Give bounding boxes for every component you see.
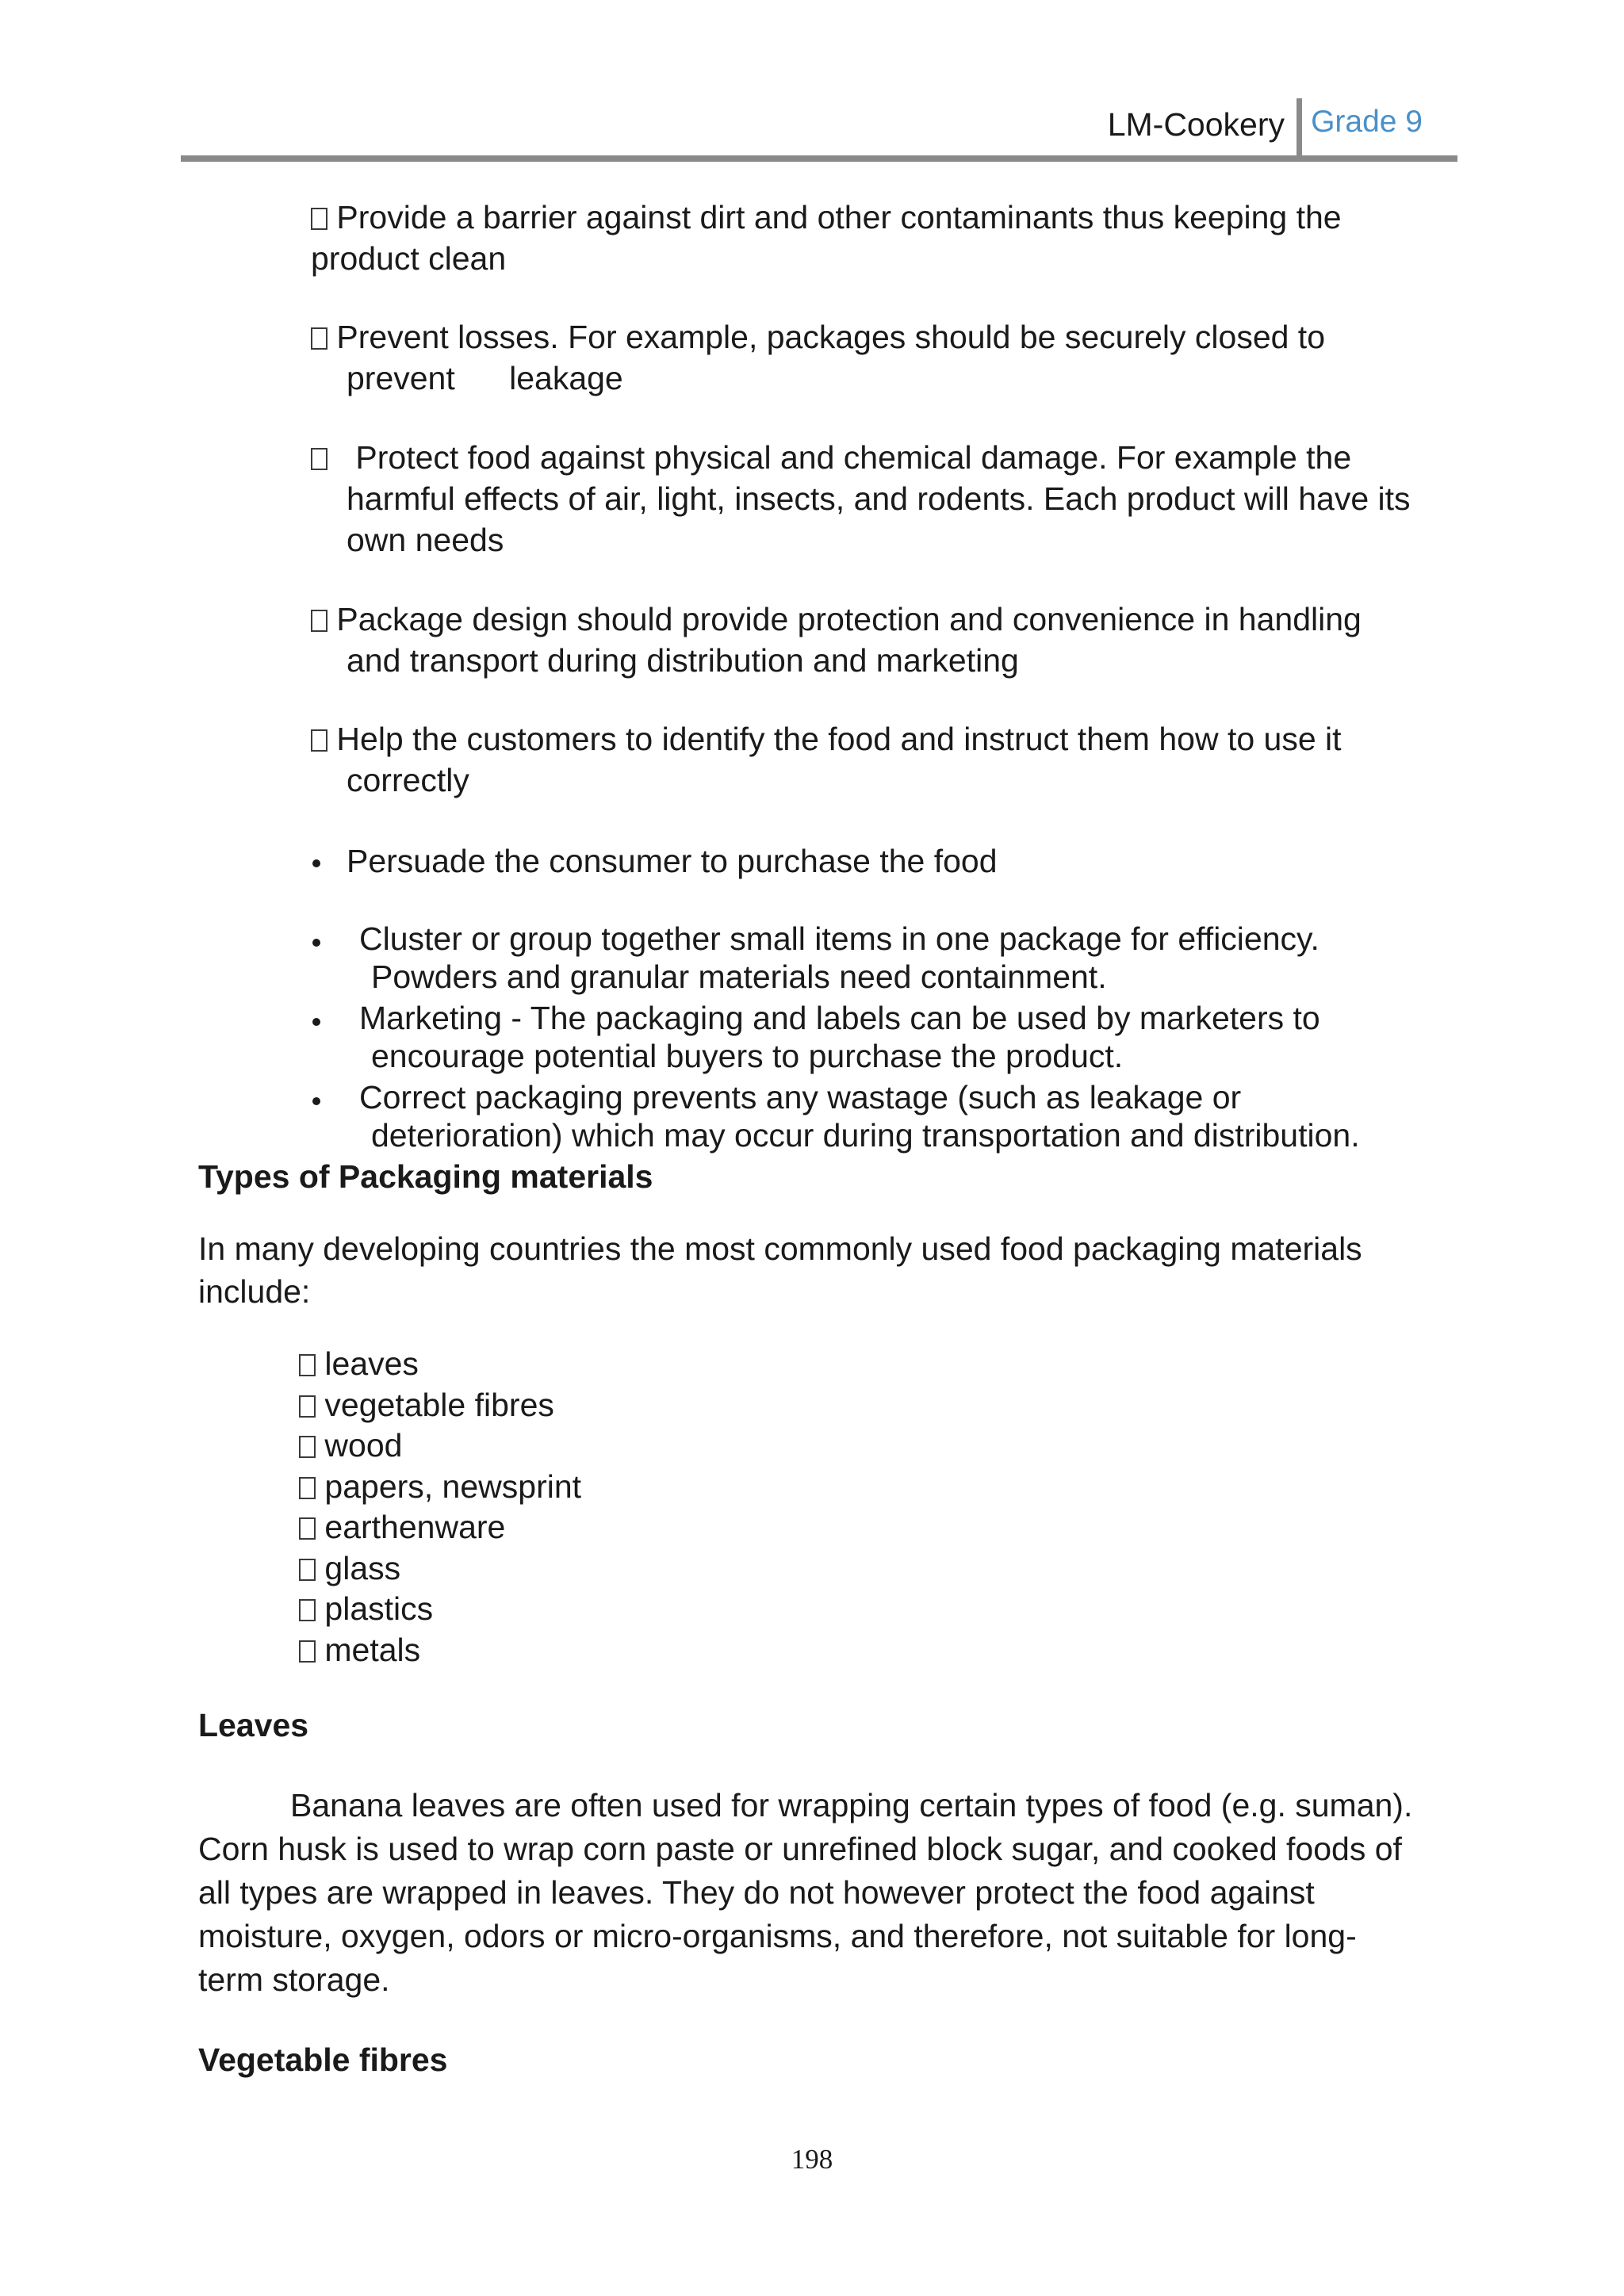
list-item-continuation: own needs bbox=[347, 522, 504, 558]
bullet-icon bbox=[312, 1018, 320, 1026]
section-heading-vegetable-fibres: Vegetable fibres bbox=[198, 2042, 448, 2078]
paragraph-line: all types are wrapped in leaves. They do not however protect the food against bbox=[198, 1874, 1315, 1911]
bullet-item: Persuade the consumer to purchase the food bbox=[347, 843, 998, 879]
checkbox-icon bbox=[311, 448, 327, 470]
bullet-icon bbox=[312, 1097, 320, 1105]
header-grade: Grade 9 bbox=[1311, 105, 1423, 139]
list-item-continuation: prevent leakage bbox=[347, 360, 623, 396]
bullet-item: Cluster or group together small items in one package for efficiency. bbox=[359, 920, 1320, 957]
paragraph-line: moisture, oxygen, odors or micro-organisms, and therefore, not suitable for long- bbox=[198, 1918, 1357, 1954]
material-item: vegetable fibres bbox=[299, 1384, 554, 1425]
bullet-item: Marketing - The packaging and labels can be used by marketers to bbox=[359, 1000, 1320, 1036]
header-rule bbox=[181, 155, 1457, 162]
types-intro-line2: include: bbox=[198, 1273, 311, 1310]
checkbox-icon bbox=[299, 1559, 316, 1581]
types-intro-line1: In many developing countries the most commonly used food packaging materials bbox=[198, 1230, 1362, 1267]
checkbox-icon bbox=[299, 1436, 316, 1458]
checkbox-icon bbox=[299, 1517, 316, 1540]
paragraph-line: Corn husk is used to wrap corn paste or unrefined block sugar, and cooked foods of bbox=[198, 1831, 1402, 1867]
checkbox-icon bbox=[299, 1599, 316, 1621]
material-item: wood bbox=[299, 1425, 402, 1466]
bullet-item: Correct packaging prevents any wastage (such as leakage or bbox=[359, 1079, 1242, 1115]
material-item: plastics bbox=[299, 1588, 433, 1629]
paragraph-line: term storage. bbox=[198, 1961, 390, 1998]
checkbox-icon bbox=[311, 729, 327, 752]
header-title: LM-Cookery bbox=[1107, 106, 1285, 143]
checkbox-icon bbox=[299, 1354, 316, 1376]
list-item: Package design should provide protection and convenience in handling bbox=[311, 599, 1362, 640]
list-item: Help the customers to identify the food and instruct them how to use it bbox=[311, 718, 1342, 760]
list-item-continuation: correctly bbox=[347, 762, 469, 798]
material-item: earthenware bbox=[299, 1506, 505, 1548]
section-heading-leaves: Leaves bbox=[198, 1707, 309, 1743]
page-header bbox=[181, 95, 1457, 162]
checkbox-icon bbox=[311, 208, 327, 230]
bullet-icon bbox=[312, 939, 320, 947]
bullet-icon bbox=[312, 859, 320, 867]
bullet-item-continuation: encourage potential buyers to purchase the product. bbox=[371, 1038, 1124, 1074]
material-item: papers, newsprint bbox=[299, 1466, 581, 1507]
bullet-item-continuation: Powders and granular materials need containment. bbox=[371, 959, 1107, 995]
list-item-continuation: product clean bbox=[311, 240, 507, 277]
material-item: leaves bbox=[299, 1343, 419, 1384]
list-item: Prevent losses. For example, packages should be securely closed to bbox=[311, 316, 1325, 358]
list-item: Provide a barrier against dirt and other contaminants thus keeping the bbox=[311, 197, 1342, 238]
checkbox-icon bbox=[299, 1477, 316, 1499]
page-number: 198 bbox=[791, 2144, 833, 2175]
checkbox-icon bbox=[311, 327, 327, 350]
checkbox-icon bbox=[299, 1640, 316, 1663]
checkbox-icon bbox=[311, 610, 327, 632]
paragraph-line: Banana leaves are often used for wrapping certain types of food (e.g. suman). bbox=[290, 1787, 1413, 1823]
list-item: Protect food against physical and chemical damage. For example the bbox=[311, 437, 1351, 478]
header-divider bbox=[1297, 98, 1302, 159]
section-heading-types: Types of Packaging materials bbox=[198, 1158, 653, 1195]
bullet-item-continuation: deterioration) which may occur during transportation and distribution. bbox=[371, 1117, 1360, 1154]
material-item: metals bbox=[299, 1629, 420, 1670]
checkbox-icon bbox=[299, 1395, 316, 1418]
list-item-continuation: and transport during distribution and marketing bbox=[347, 642, 1019, 679]
material-item: glass bbox=[299, 1548, 400, 1589]
list-item-continuation: harmful effects of air, light, insects, and rodents. Each product will have its bbox=[347, 480, 1411, 517]
